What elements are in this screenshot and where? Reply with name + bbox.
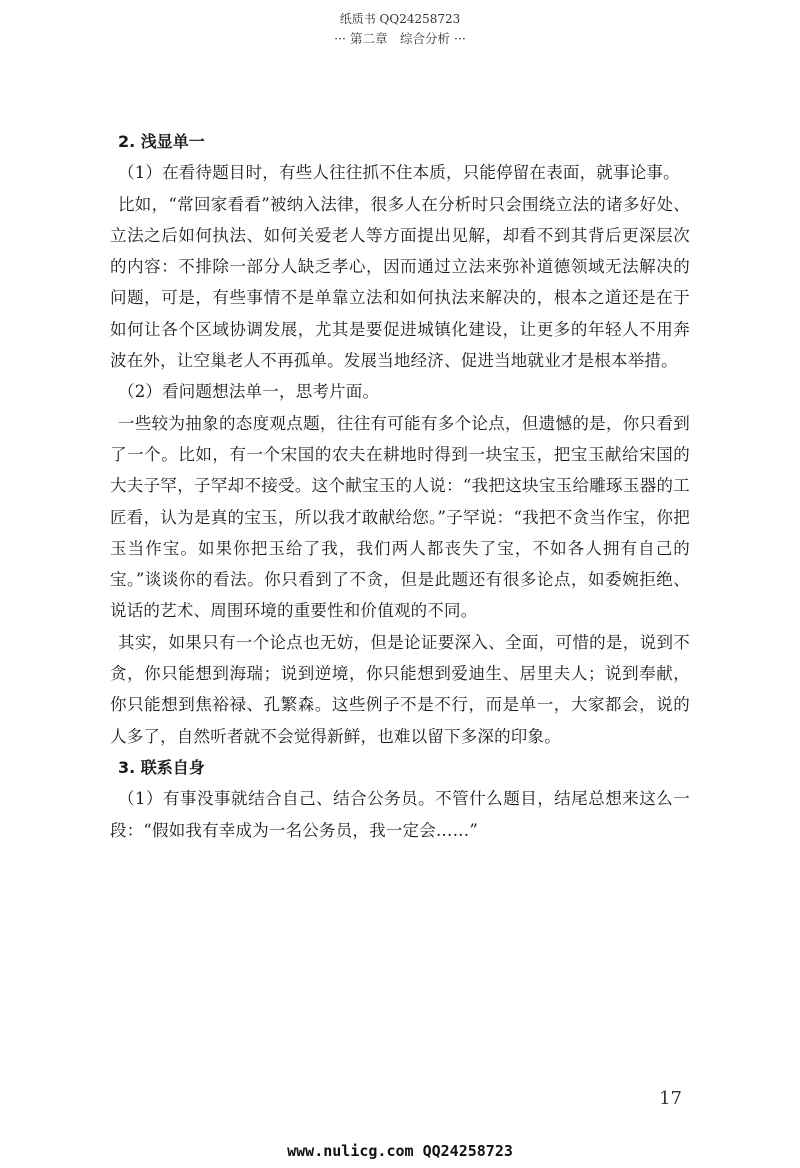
paragraph: 一些较为抽象的态度观点题，往往有可能有多个论点，但遗憾的是，你只看到了一个。比如，有一个宋国的农夫在耕地时得到一块宝玉，把宝玉献给宋国的大夫子罕，子罕却不接受。这个献宝玉的人说：“我把这块宝玉给雕琢玉器的工匠看，认为是真的宝玉，所以我才敢献给您。”子罕说：“我把不贪当作宝，你把玉当作宝。如果你把玉给了我，我们两人都丧失了宝，不如各人拥有自己的宝。”谈谈你的看法。你只看到了不贪，但是此题还有很多论点，如委婉拒绝、说话的艺术、周围环境的重要性和价值观的不同。	[110, 413, 690, 621]
section-heading: 2. 浅显单一	[118, 132, 205, 151]
chapter-title: ··· 第二章 综合分析 ···	[334, 31, 466, 46]
header-source: 纸质书 QQ24258723	[339, 12, 461, 26]
section-heading: 3. 联系自身	[118, 757, 205, 777]
paragraph: 其实，如果只有一个论点也无妨，但是论证要深入、全面，可惜的是，说到不贪，你只能想到海瑞；说到逆境，你只能想到爱迪生、居里夫人；说到奉献，你只能想到焦裕禄、孔繁森。这些例子不是不行，而是单一，大家都会，说的人多了，自然听者就不会觉得新鲜，也难以留下多深的印象。	[110, 632, 690, 746]
page-number: 17	[659, 1088, 682, 1109]
page-body	[110, 126, 690, 846]
footer-watermark: www.nulicg.com QQ24258723	[287, 1142, 513, 1160]
paragraph: （1）在看待题目时，有些人往往抓不住本质，只能停留在表面，就事论事。	[118, 163, 680, 183]
paragraph: （1）有事没事就结合自己、结合公务员。不管什么题目，结尾总想来这么一段：“假如我有幸成为一名公务员，我一定会……”	[110, 789, 690, 840]
paragraph: （2）看问题想法单一，思考片面。	[118, 382, 380, 402]
paragraph: 比如，“常回家看看”被纳入法律，很多人在分析时只会围绕立法的诸多好处、立法之后如何执法、如何关爱老人等方面提出见解，却看不到其背后更深层次的内容：不排除一部分人缺乏孝心，因而通过立法来弥补道德领域无法解决的问题，可是，有些事情不是单靠立法和如何执法来解决的，根本之道还是在于如何让各个区域协调发展，尤其是要促进城镇化建设，让更多的年轻人不用奔波在外，让空巢老人不再孤单。发展当地经济、促进当地就业才是根本举措。	[110, 194, 690, 371]
